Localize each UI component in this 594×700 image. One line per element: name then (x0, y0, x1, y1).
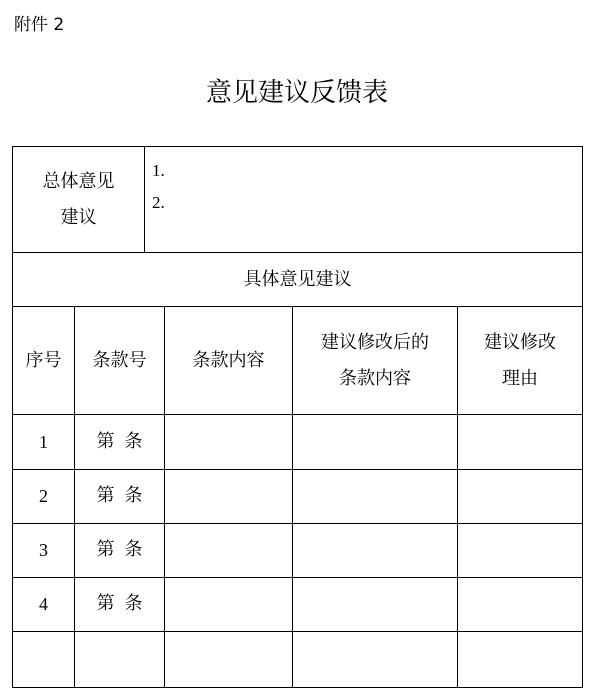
table-row (13, 415, 583, 469)
row-seq[interactable] (13, 631, 75, 687)
column-header-row (13, 307, 583, 415)
table-row-empty (13, 631, 583, 687)
table-row (13, 469, 583, 523)
row-clause-content[interactable] (165, 631, 293, 687)
specific-title: 具体意见建议 (13, 253, 583, 307)
row-clause-no[interactable] (75, 631, 165, 687)
row-reason[interactable] (458, 631, 583, 687)
overall-row (13, 147, 583, 253)
header-clause-no: 条款号 (75, 307, 165, 415)
row-revised-content[interactable] (293, 631, 458, 687)
row-revised-content[interactable] (293, 415, 458, 469)
row-seq: 4 (13, 577, 75, 631)
clause-tiao: 条 (124, 485, 143, 507)
overall-label-line1: 总体意见 (42, 170, 115, 192)
feedback-table (12, 146, 583, 688)
row-clause-no[interactable] (75, 523, 165, 577)
row-seq: 1 (13, 415, 75, 469)
row-clause-content[interactable] (165, 469, 293, 523)
overall-item-1: 1. (152, 161, 165, 180)
clause-tiao: 条 (124, 593, 143, 615)
row-revised-content[interactable] (293, 469, 458, 523)
header-reason (458, 307, 583, 415)
attachment-label: 附件 2 (14, 15, 65, 35)
header-reason-line2: 理由 (502, 367, 538, 389)
row-reason[interactable] (458, 523, 583, 577)
header-clause-content: 条款内容 (165, 307, 293, 415)
header-revised-line2: 条款内容 (339, 367, 411, 389)
row-clause-no[interactable] (75, 577, 165, 631)
row-seq: 3 (13, 523, 75, 577)
clause-di: 第 (96, 539, 115, 561)
row-clause-no[interactable] (75, 415, 165, 469)
overall-content-cell[interactable] (145, 147, 583, 253)
row-clause-no[interactable] (75, 469, 165, 523)
specific-title-row (13, 253, 583, 307)
clause-tiao: 条 (124, 539, 143, 561)
row-revised-content[interactable] (293, 577, 458, 631)
overall-item-2: 2. (152, 193, 165, 212)
row-seq: 2 (13, 469, 75, 523)
header-reason-line1: 建议修改 (484, 331, 556, 353)
table-row (13, 523, 583, 577)
clause-tiao: 条 (124, 431, 143, 453)
header-revised-line1: 建议修改后的 (321, 331, 429, 353)
header-seq: 序号 (13, 307, 75, 415)
overall-label-line2: 建议 (60, 206, 97, 228)
header-revised-content (293, 307, 458, 415)
form-title: 意见建议反馈表 (205, 78, 388, 108)
overall-label-cell (13, 147, 145, 253)
row-clause-content[interactable] (165, 523, 293, 577)
row-reason[interactable] (458, 415, 583, 469)
clause-di: 第 (96, 593, 115, 615)
row-reason[interactable] (458, 577, 583, 631)
clause-di: 第 (96, 485, 115, 507)
row-revised-content[interactable] (293, 523, 458, 577)
row-clause-content[interactable] (165, 415, 293, 469)
clause-di: 第 (96, 431, 115, 453)
table-row (13, 577, 583, 631)
row-reason[interactable] (458, 469, 583, 523)
row-clause-content[interactable] (165, 577, 293, 631)
